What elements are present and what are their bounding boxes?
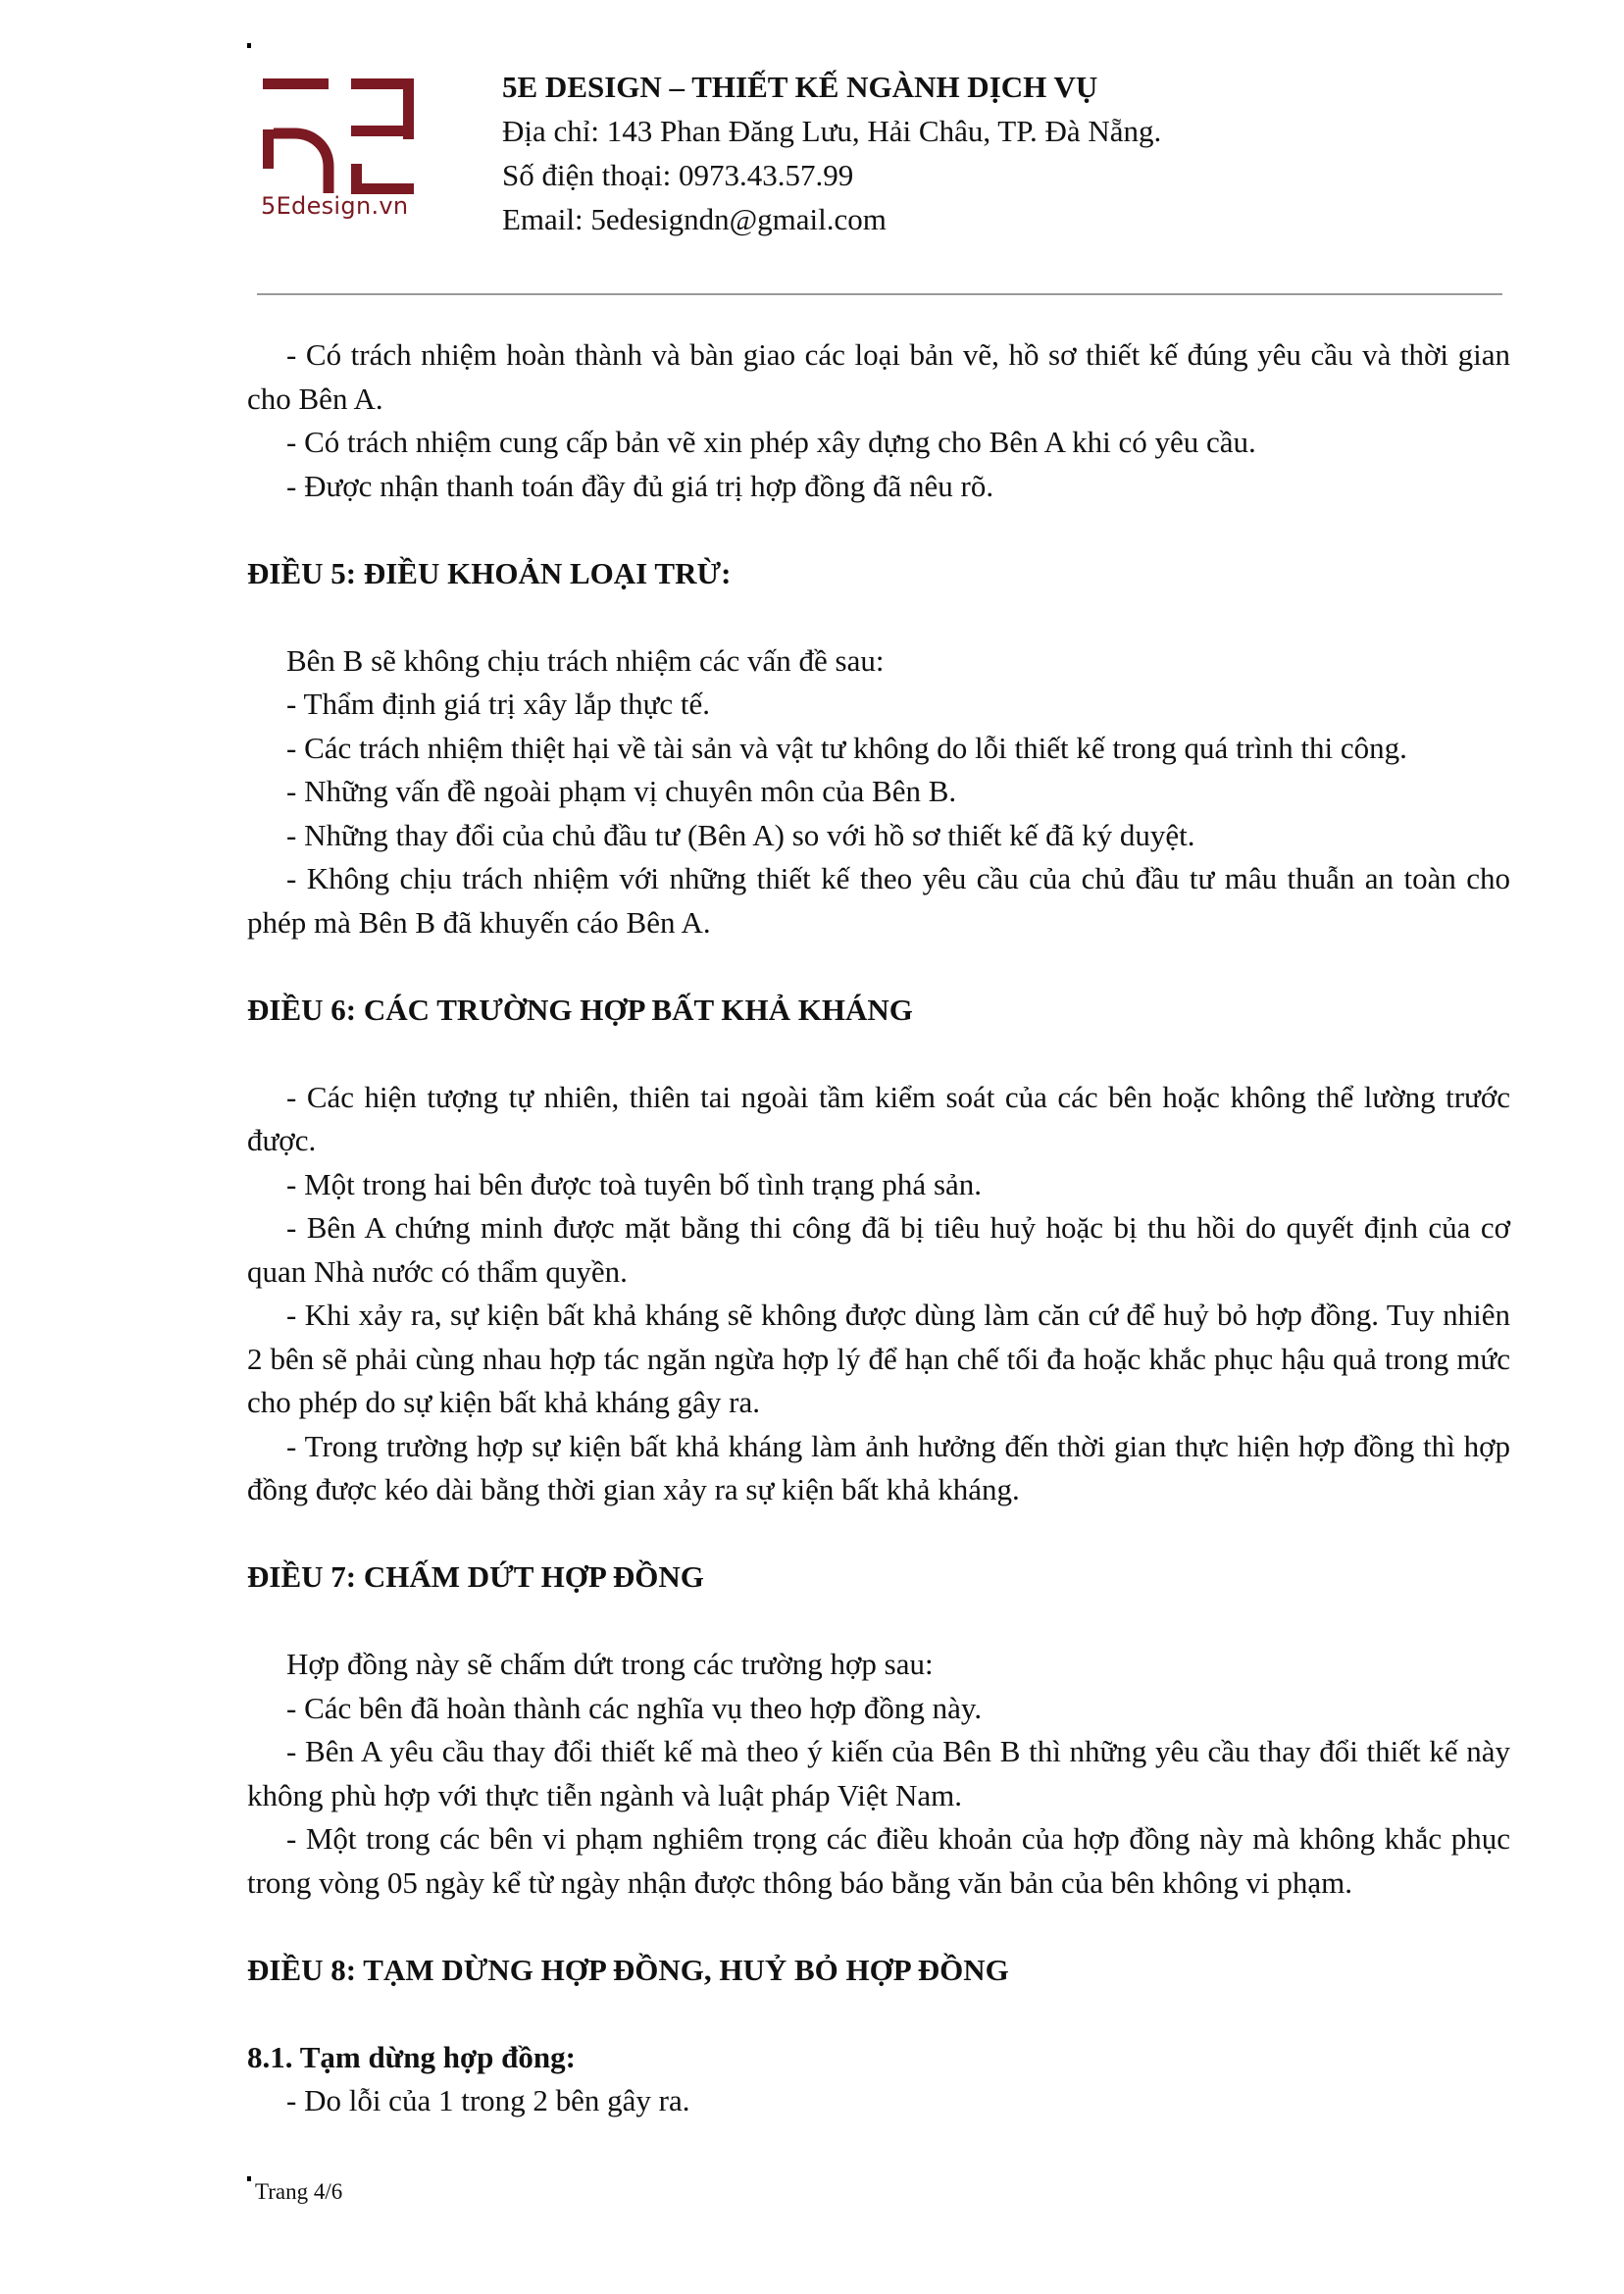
article-5-item: - Các trách nhiệm thiệt hại về tài sản và vật tư không do lỗi thiết kế trong quá trình thi công. bbox=[286, 730, 1407, 765]
document-body bbox=[247, 333, 1510, 2123]
article-5-item: - Thẩm định giá trị xây lắp thực tế. bbox=[286, 687, 711, 721]
company-info bbox=[502, 65, 1161, 241]
article-7-lead: Hợp đồng này sẽ chấm dứt trong các trường hợp sau: bbox=[286, 1647, 934, 1681]
article-5-heading: ĐIỀU 5: ĐIỀU KHOẢN LOẠI TRỪ: bbox=[247, 555, 732, 590]
intro-item: - Có trách nhiệm hoàn thành và bàn giao các loại bản vẽ, hồ sơ thiết kế đúng yêu cầu và thời gian cho Bên A. bbox=[247, 337, 1510, 416]
article-7-item: - Các bên đã hoàn thành các nghĩa vụ theo hợp đồng này. bbox=[286, 1690, 983, 1725]
article-6-item: - Trong trường hợp sự kiện bất khả kháng làm ảnh hưởng đến thời gian thực hiện hợp đồng thì hợp đồng được kéo dài bằng thời gian xảy ra sự kiện bất khả kháng. bbox=[247, 1428, 1510, 1506]
article-6-item: - Khi xảy ra, sự kiện bất khả kháng sẽ không được dùng làm căn cứ để huỷ bỏ hợp đồng. Tuy nhiên 2 bên sẽ phải cùng nhau hợp tác ngăn ngừa hợp lý để hạn chế tối đa hoặc khắc phục hậu quả trong mức cho phép do sự kiện bất khả kháng gây ra. bbox=[247, 1298, 1510, 1419]
article-7-item: - Bên A yêu cầu thay đổi thiết kế mà theo ý kiến của Bên B thì những yêu cầu thay đổi thiết kế này không phù hợp với thực tiễn ngành và luật pháp Việt Nam. bbox=[247, 1734, 1510, 1812]
intro-item: - Được nhận thanh toán đầy đủ giá trị hợp đồng đã nêu rõ. bbox=[286, 468, 994, 503]
article-5-item: - Không chịu trách nhiệm với những thiết kế theo yêu cầu của chủ đầu tư mâu thuẫn an toàn cho phép mà Bên B đã khuyến cáo Bên A. bbox=[247, 861, 1510, 940]
company-name: 5E DESIGN – THIẾT KẾ NGÀNH DỊCH VỤ bbox=[502, 70, 1098, 104]
article-8-1-heading: 8.1. Tạm dừng hợp đồng: bbox=[247, 2039, 576, 2074]
article-6-item: - Một trong hai bên được toà tuyên bố tình trạng phá sản. bbox=[286, 1166, 983, 1201]
article-7-item: - Một trong các bên vi phạm nghiêm trọng các điều khoản của hợp đồng này mà không khắc phục trong vòng 05 ngày kể từ ngày nhận được thông báo bằng văn bản của bên không vi phạm. bbox=[247, 1821, 1510, 1900]
page-number: Trang 4/6 bbox=[255, 2179, 343, 2204]
article-6-item: - Bên A chứng minh được mặt bằng thi công đã bị tiêu huỷ hoặc bị thu hồi do quyết định của cơ quan Nhà nước có thẩm quyền. bbox=[247, 1210, 1510, 1289]
top-dot bbox=[247, 43, 251, 48]
article-8-heading: ĐIỀU 8: TẠM DỪNG HỢP ĐỒNG, HUỶ BỎ HỢP ĐỒNG bbox=[247, 1952, 1009, 1987]
company-email: Email: 5edesigndn@gmail.com bbox=[502, 202, 887, 236]
company-address: Địa chỉ: 143 Phan Đăng Lưu, Hải Châu, TP. Đà Nẵng. bbox=[502, 114, 1162, 148]
company-phone: Số điện thoại: 0973.43.57.99 bbox=[502, 158, 854, 192]
intro-item: - Có trách nhiệm cung cấp bản vẽ xin phép xây dựng cho Bên A khi có yêu cầu. bbox=[286, 425, 1256, 459]
article-8-item: - Do lỗi của 1 trong 2 bên gây ra. bbox=[286, 2083, 690, 2117]
article-6-item: - Các hiện tượng tự nhiên, thiên tai ngoài tầm kiểm soát của các bên hoặc không thể lường trước được. bbox=[247, 1079, 1510, 1157]
article-5-item: - Những thay đổi của chủ đầu tư (Bên A) so với hồ sơ thiết kế đã ký duyệt. bbox=[286, 817, 1195, 852]
logo-caption: 5Edesign.vn bbox=[261, 192, 409, 220]
article-6-heading: ĐIỀU 6: CÁC TRƯỜNG HỢP BẤT KHẢ KHÁNG bbox=[247, 992, 913, 1027]
footer-dot bbox=[247, 2176, 251, 2181]
header-divider bbox=[257, 293, 1502, 295]
article-5-item: - Những vấn đề ngoài phạm vị chuyên môn của Bên B. bbox=[286, 774, 957, 808]
article-7-heading: ĐIỀU 7: CHẤM DỨT HỢP ĐỒNG bbox=[247, 1559, 704, 1594]
article-5-lead: Bên B sẽ không chịu trách nhiệm các vấn đề sau: bbox=[286, 642, 885, 678]
